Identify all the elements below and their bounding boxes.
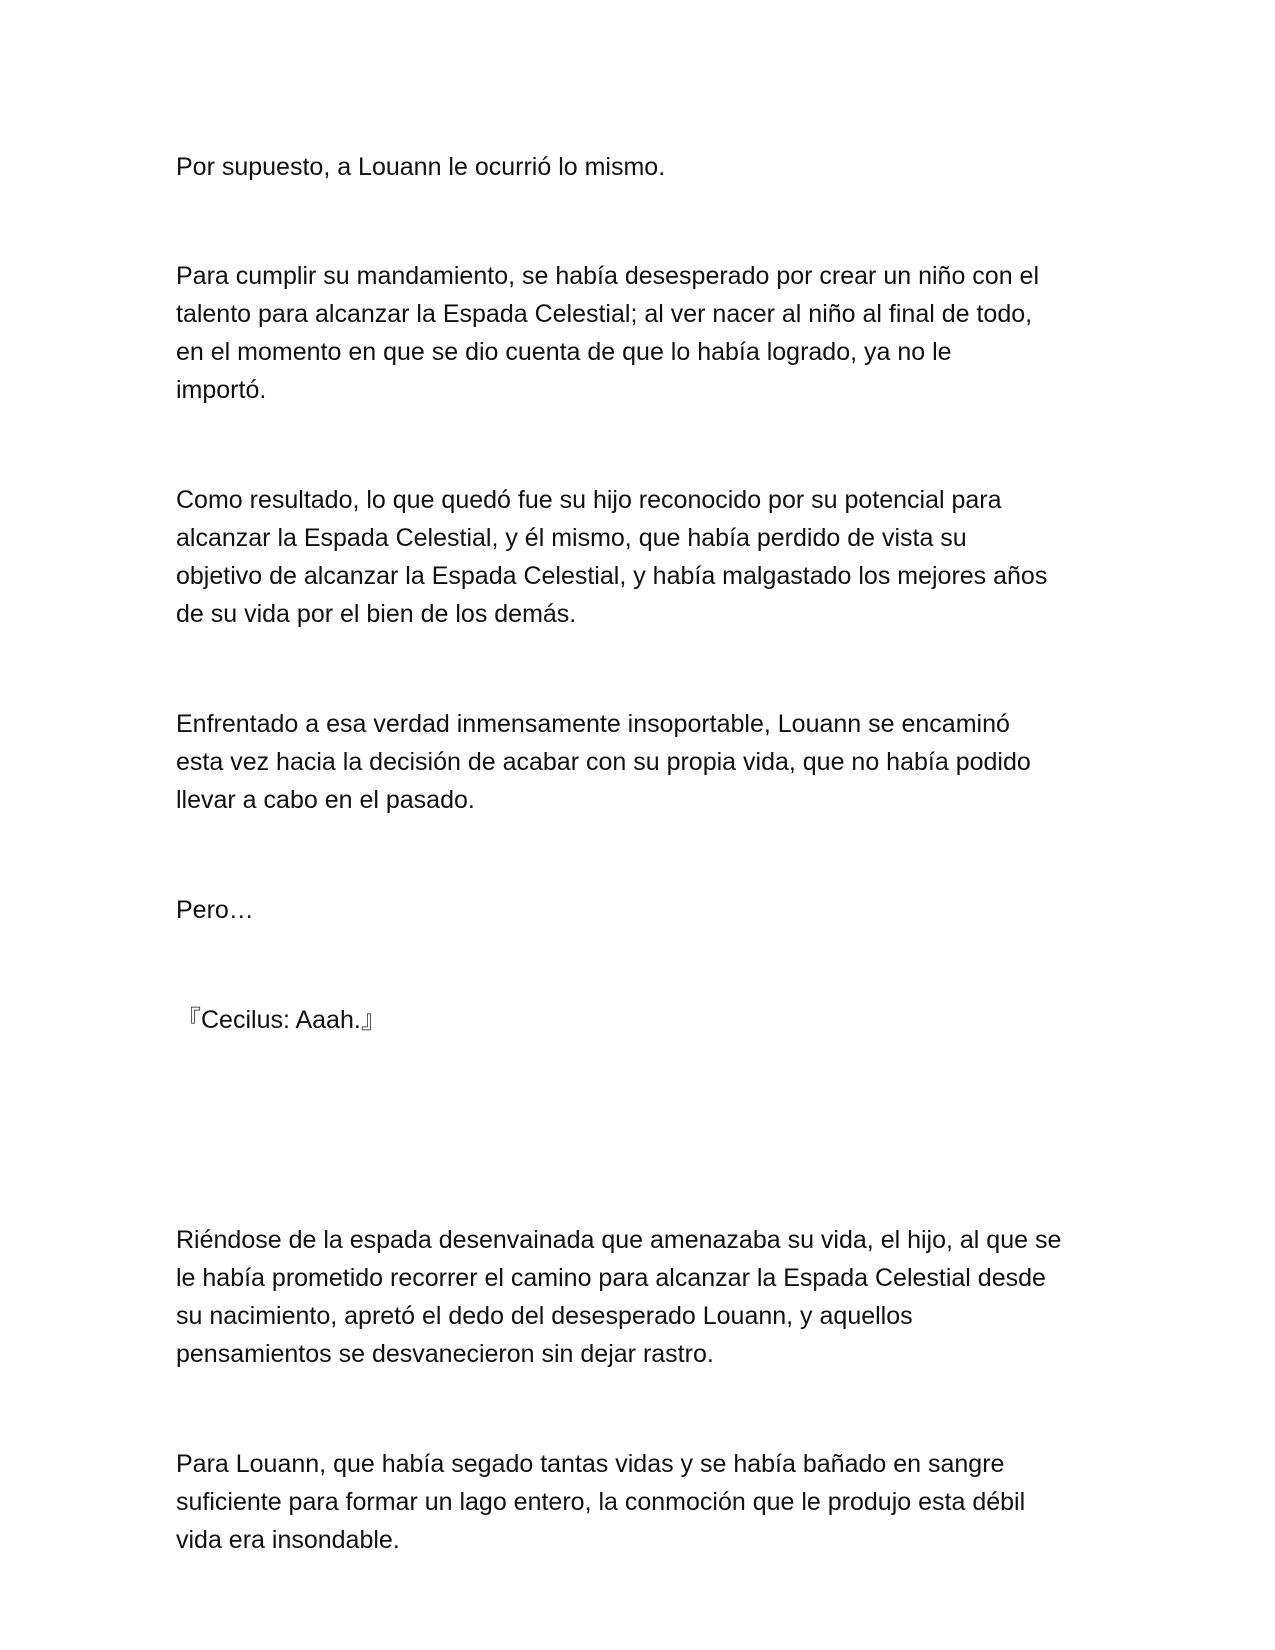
text-line: Para cumplir su mandamiento, se había desesperado por crear un niño con el	[176, 262, 1040, 290]
text-line: Pero…	[176, 896, 254, 924]
text-line: objetivo de alcanzar la Espada Celestial, y había malgastado los mejores años	[176, 562, 1048, 590]
text-line: importó.	[176, 376, 267, 404]
text-line: Riéndose de la espada desenvainada que amenazaba su vida, el hijo, al que se	[176, 1226, 1062, 1254]
paragraph-7	[176, 1221, 1061, 1373]
text-line: esta vez hacia la decisión de acabar con su propia vida, que no había podido	[176, 748, 1031, 776]
paragraph-3	[176, 481, 1047, 633]
text-line: le había prometido recorrer el camino para alcanzar la Espada Celestial desde	[176, 1264, 1046, 1292]
paragraph-5	[176, 891, 254, 929]
paragraph-1	[176, 148, 665, 186]
paragraph-4	[176, 705, 1031, 819]
text-line: 『Cecilus: Aaah.』	[176, 1006, 386, 1034]
dialogue-line	[176, 1001, 386, 1039]
text-line: Enfrentado a esa verdad inmensamente insoportable, Louann se encaminó	[176, 710, 1010, 738]
text-line: talento para alcanzar la Espada Celestial; al ver nacer al niño al final de todo,	[176, 300, 1033, 328]
text-line: alcanzar la Espada Celestial, y él mismo, que había perdido de vista su	[176, 524, 967, 552]
text-line: vida era insondable.	[176, 1526, 400, 1554]
text-line: en el momento en que se dio cuenta de que lo había logrado, ya no le	[176, 338, 952, 366]
paragraph-8	[176, 1445, 1025, 1559]
paragraph-2	[176, 257, 1039, 409]
text-line: Para Louann, que había segado tantas vidas y se había bañado en sangre	[176, 1450, 1005, 1478]
text-line: llevar a cabo en el pasado.	[176, 786, 475, 814]
text-line: su nacimiento, apretó el dedo del desesperado Louann, y aquellos	[176, 1302, 913, 1330]
text-line: Como resultado, lo que quedó fue su hijo reconocido por su potencial para	[176, 486, 1002, 514]
text-line: Por supuesto, a Louann le ocurrió lo mismo.	[176, 153, 666, 181]
text-line: suficiente para formar un lago entero, la conmoción que le produjo esta débil	[176, 1488, 1026, 1516]
text-line: pensamientos se desvanecieron sin dejar rastro.	[176, 1340, 714, 1368]
text-line: de su vida por el bien de los demás.	[176, 600, 577, 628]
